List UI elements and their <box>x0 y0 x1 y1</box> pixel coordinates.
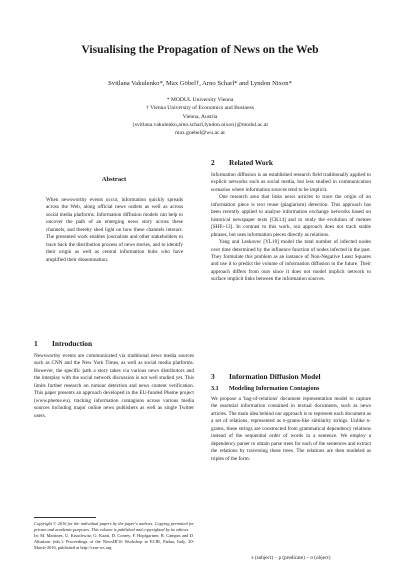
subsection-title: Modeling Information Contagions <box>229 385 320 392</box>
abstract-paragraph: When newsworthy events occur, information quickly spreads across the Web, along official news outlets as well as across social media platforms. Information diffusion models can help to uncover the path of an emerging news story across these channels, and thereby shed light on how these channels interact. The presented work enables journalists and other stakeholders to trace back the distribution process of news stories, and to identify their origin as well as central information hubs who have amplified their dissemination. <box>46 197 183 263</box>
affiliation-line: max.goebel@wu.ac.at <box>175 130 225 137</box>
subsection-number: 3.1 <box>211 385 219 392</box>
subsection-heading-contagions <box>211 385 319 392</box>
section-heading-introduction <box>34 339 92 348</box>
footnote-rule <box>34 517 96 518</box>
paper-title: Visualising the Propagation of News on the Web <box>81 43 319 56</box>
diffusion-model-text <box>211 396 371 463</box>
affiliation-line: † Vienna University of Economics and Business <box>145 105 254 112</box>
section-title: Introduction <box>52 339 93 348</box>
abstract-text <box>46 197 183 264</box>
relation-triple-formula: s (subject) − p (predicate) − o (object) <box>251 555 331 561</box>
copyright-notice: Copyright © 2016 for the individual papers by the paper's authors. Copying permitted for private and academic purposes. This volume is published and copyrighted by its editors. <box>34 521 194 533</box>
related-work-paragraph: Yang and Leskovec [YL10] model the total number of infected nodes over time determined by the influence function of nodes infected in the past. They formulate this problem as an instance of Non-Negative Least Squares and use it to predict the volume of information diffusion in the future. Their approach differs from ours since it does not model implicit network to surface implicit links between the information sources. <box>211 239 371 283</box>
footnote <box>34 521 194 551</box>
affiliations <box>0 96 400 137</box>
related-work-paragraph: Information diffusion is an established research field traditionally applied to explicit networks such as social media, but less studied in communication scenarios where information sources tend to be implicit. <box>211 172 371 193</box>
related-work-text <box>211 172 371 284</box>
section-title: Information Diffusion Model <box>229 372 321 381</box>
proceedings-citation: In: M. Martinez, U. Kruschwitz, G. Kazai, D. Corney, F. Hopfgartner, R. Campos and D. Albakour (eds.): Proceedings of the NewsIR'16 Workshop at ECIR, Padua, Italy, 20-March-2016, published at http://ceur-ws.org <box>34 533 194 551</box>
abstract-heading: Abstract <box>101 176 127 183</box>
related-work-paragraph: One research area that links news articles to trace the origin of an information piece is text reuse (plagiarism) detection. This approach has been recently applied to analyse information exchange networks based on historical newspaper texts [CK14] and to study the evolution of memes [SHE+13]. In contrast to this work, our approach does not track stable phrases, but uses information pieces directly as relations. <box>211 194 371 238</box>
section-number: 1 <box>34 339 38 348</box>
affiliation-line: Vienna, Austria <box>182 113 218 120</box>
introduction-paragraph: Newsworthy events are communicated via traditional news media sources such as CNN and the New York Times, as well as social media platforms. However, the specific path a story takes via various news distributors and the interplay with the social network discussion is not well studied yet. This limits further research on rumour detection and news content verification. This paper presents an approach developed in the EU-funded Pheme project (www.pheme.eu), tracking information contagions across various media sources including major online news publishers as well as single Twitter users. <box>34 353 194 419</box>
affiliation-line: {svitlana.vakulenko,arno.scharl,lyndon.nixon}@modul.ac.at <box>132 121 268 128</box>
section-number: 3 <box>211 372 215 381</box>
section-heading-related-work <box>211 158 273 167</box>
diffusion-model-paragraph: We propose a 'bag-of-relations' document representation model to capture the essential information contained in textual documents, such as news articles. The main idea behind our approach is to represent each document as a set of relations, represented as n-grams-like similarity strings. Unlike n-grams, these strings are constructed from grammatical dependency relations instead of the sequential order of words in a sentence. We employ a dependency parser to obtain parse trees for each of the sentences and extract the relations by traversing these trees. The relations are then modeled as triples of the form: <box>211 396 371 462</box>
section-number: 2 <box>211 158 215 167</box>
section-title: Related Work <box>229 158 274 167</box>
section-heading-diffusion-model <box>211 372 321 381</box>
introduction-text <box>34 353 194 420</box>
affiliation-line: * MODUL University Vienna <box>166 97 234 103</box>
author-list: Svitlana Vakulenko*, Max Göbel†, Arno Scharl* and Lyndon Nixon* <box>108 80 292 87</box>
